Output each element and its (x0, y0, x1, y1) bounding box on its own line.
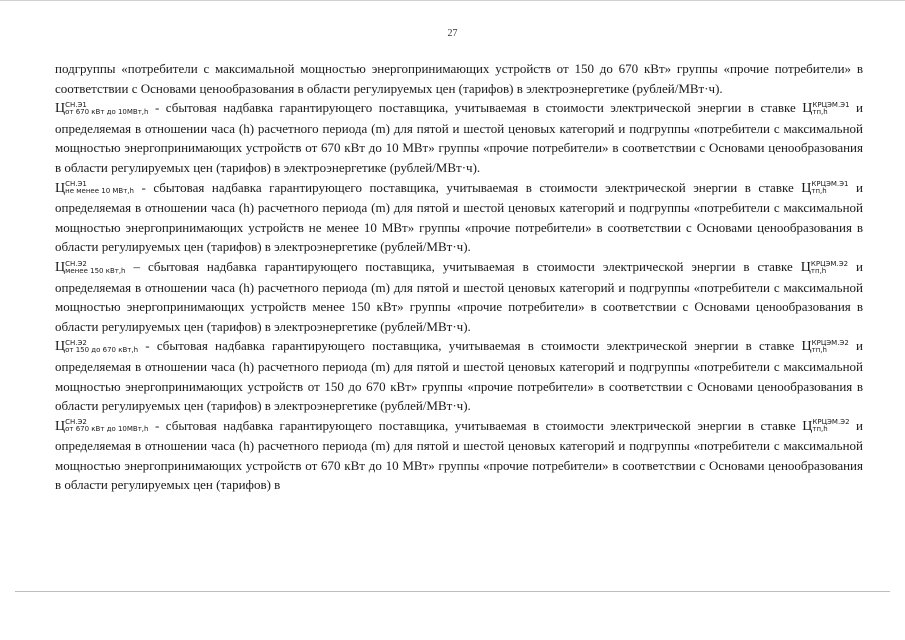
markup-symbol (55, 419, 148, 434)
rate-symbol-superscript: КРЦЭМ.Э2 (812, 418, 850, 427)
markup-symbol (55, 339, 138, 354)
rate-symbol-subscript: тп,h (811, 187, 827, 196)
rate-symbol-superscript: КРЦЭМ.Э1 (812, 100, 850, 109)
rate-symbol-base: Ц (800, 259, 811, 275)
definition-text: сбытовая надбавка гарантирующего поставщика, учитываемая в стоимости электрической энергии в ставке (153, 179, 802, 195)
rate-symbol-subscript: тп,h (812, 107, 828, 116)
rate-symbol-base: Ц (801, 339, 812, 355)
page-bottom-divider (15, 591, 890, 592)
paragraph-text: и определяемая в отношении часа (h) расчетного периода (m) для пятой и шестой ценовых категорий и подгруппы «потребители с максимальной мощностью энергопринимающих устройств от 150 до 670 кВт» группы «прочие потребители» в соответствии с Основами ценообразования в области регулируемых цен (тарифов) в электроэнергетике (рублей/МВт·ч). (55, 338, 863, 414)
paragraph-text: и определяемая в отношении часа (h) расчетного периода (m) для пятой и шестой ценовых категорий и подгруппы «потребители с максимальной мощностью энергопринимающих устройств не менее 10 МВт» группы «прочие потребители» в соответствии с Основами ценообразования в области регулируемых цен (тарифов) в электроэнергетике (рублей/МВт·ч). (55, 179, 863, 255)
definition-text: сбытовая надбавка гарантирующего поставщика, учитываемая в стоимости электрической энергии в ставке (165, 417, 803, 433)
paragraph-3 (55, 257, 863, 336)
markup-symbol-subscript: от 670 кВт до 10МВт,h (65, 425, 149, 434)
paragraph-text: и определяемая в отношении часа (h) расчетного периода (m) для пятой и шестой ценовых категорий и подгруппы «потребители с максимальной мощностью энергопринимающих устройств от 670 кВт до 10 МВт» группы «прочие потребители» в соответствии с Основами ценообразования в области регулируемых цен (тарифов) в электроэнергетике (рублей/МВт·ч). (55, 100, 863, 175)
paragraph-0 (55, 59, 863, 98)
paragraph-text: подгруппы «потребители с максимальной мощностью энергопринимающих устройств от 150 до 670 кВт» группы «прочие потребители» в соответствии с Основами ценообразования в области регулируемых цен (тарифов) в электроэнергетике (рублей/МВт·ч). (55, 61, 863, 96)
markup-symbol-base: Ц (55, 180, 66, 196)
dash-separator: – (125, 258, 148, 274)
markup-symbol-superscript: СН.Э1 (65, 100, 87, 109)
rate-symbol-subscript: тп,h (812, 425, 828, 434)
dash-separator: - (138, 338, 157, 354)
paragraph-2 (55, 178, 863, 257)
markup-symbol-base: Ц (55, 418, 66, 434)
definition-text: сбытовая надбавка гарантирующего поставщика, учитываемая в стоимости электрической энергии в ставке (156, 338, 802, 354)
dash-separator: - (148, 100, 166, 116)
markup-symbol (55, 181, 134, 196)
rate-symbol (801, 181, 848, 196)
rate-symbol-superscript: КРЦЭМ.Э2 (811, 339, 849, 348)
paragraph-5 (55, 416, 863, 495)
markup-symbol-superscript: СН.Э1 (65, 180, 87, 189)
markup-symbol (55, 101, 148, 116)
paragraph-1 (55, 98, 863, 177)
rate-symbol-base: Ц (802, 101, 813, 117)
paragraph-4 (55, 336, 863, 415)
rate-symbol-superscript: КРЦЭМ.Э1 (811, 180, 849, 189)
rate-symbol (801, 260, 848, 275)
dash-separator: - (148, 417, 166, 433)
markup-symbol-superscript: СН.Э2 (65, 418, 87, 427)
rate-symbol-superscript: КРЦЭМ.Э2 (810, 259, 849, 268)
markup-symbol-base: Ц (55, 259, 66, 275)
rate-symbol-base: Ц (801, 180, 812, 196)
markup-symbol-subscript: менее 150 кВт,h (65, 266, 126, 275)
markup-symbol-subscript: не менее 10 МВт,h (65, 187, 134, 196)
definition-text: сбытовая надбавка гарантирующего поставщика, учитываемая в стоимости электрической энергии в ставке (147, 258, 801, 274)
paragraph-text: и определяемая в отношении часа (h) расчетного периода (m) для пятой и шестой ценовых категорий и подгруппы «потребители с максимальной мощностью энергопринимающих устройств от 670 кВт до 10 МВт» группы «прочие потребители» в соответствии с Основами ценообразования в области регулируемых цен (тарифов) в (55, 417, 863, 493)
rate-symbol-subscript: тп,h (810, 266, 827, 275)
definition-text: сбытовая надбавка гарантирующего поставщика, учитываемая в стоимости электрической энергии в ставке (165, 100, 803, 116)
document-body (55, 59, 863, 495)
dash-separator: - (133, 179, 154, 195)
markup-symbol-base: Ц (55, 101, 66, 117)
markup-symbol-subscript: от 150 до 670 кВт,h (65, 346, 138, 355)
rate-symbol (802, 339, 849, 354)
markup-symbol-superscript: СН.Э2 (65, 259, 87, 268)
markup-symbol-base: Ц (55, 339, 66, 355)
rate-symbol-subscript: тп,h (811, 346, 827, 355)
markup-symbol-superscript: СН.Э2 (65, 339, 87, 348)
page-number: 27 (447, 28, 458, 39)
rate-symbol (802, 419, 849, 434)
rate-symbol-base: Ц (802, 418, 813, 434)
paragraph-text: и определяемая в отношении часа (h) расчетного периода (m) для пятой и шестой ценовых категорий и подгруппы «потребители с максимальной мощностью энергопринимающих устройств менее 150 кВт» группы «прочие потребители» в соответствии с Основами ценообразования в области регулируемых цен (тарифов) в электроэнергетике (рублей/МВт·ч). (55, 258, 863, 334)
markup-symbol (55, 260, 125, 275)
rate-symbol (802, 101, 849, 116)
markup-symbol-subscript: от 670 кВт до 10МВт,h (65, 107, 149, 116)
